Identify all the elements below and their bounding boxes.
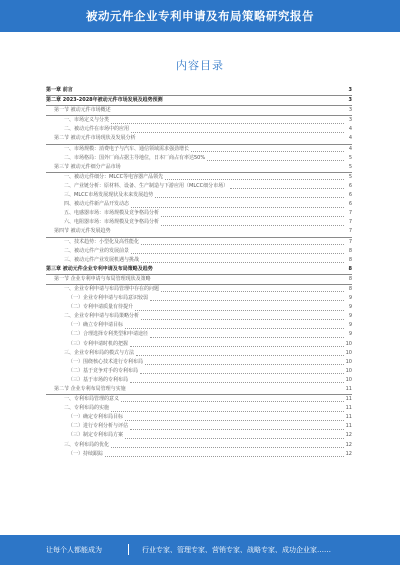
- table-of-contents: [46, 86, 352, 459]
- toc-leader: [121, 401, 344, 402]
- toc-entry[interactable]: [46, 86, 352, 96]
- toc-entry-title: 一、专利布局管理的意义: [64, 396, 120, 403]
- toc-entry-title: 一、企业专利申请与布局管理中存在的问题: [64, 285, 160, 292]
- toc-entry-page: 9: [348, 295, 352, 302]
- toc-entry-page: 11: [345, 414, 352, 421]
- toc-entry[interactable]: [46, 294, 352, 303]
- toc-entry[interactable]: [46, 265, 352, 275]
- header-bar: [0, 0, 400, 32]
- toc-entry[interactable]: [46, 321, 352, 330]
- toc-entry-title: （二）合理选择专利类型和申请途径: [68, 331, 149, 338]
- toc-leader: [111, 411, 344, 412]
- toc-entry-page: 8: [348, 256, 352, 263]
- toc-entry-title: 一、技术趋势：小型化及高性能化: [64, 238, 140, 245]
- toc-entry[interactable]: [46, 218, 352, 227]
- toc-entry-page: 4: [348, 135, 352, 142]
- toc-entry-title: （二）基于竞争对手的专利布局: [68, 367, 139, 374]
- toc-entry-title: 五、电感器市场：市场规模及竞争格局分析: [64, 210, 160, 217]
- toc-entry-page: 10: [345, 340, 352, 347]
- toc-entry[interactable]: [46, 96, 352, 106]
- toc-leader: [155, 197, 344, 198]
- toc-entry[interactable]: [46, 330, 352, 339]
- toc-entry-title: （一）企业专利申请与布局意识较弱: [68, 295, 149, 302]
- toc-entry-title: 第三章 被动元件企业专利申请及布局策略及趋势: [46, 265, 153, 272]
- toc-entry-page: 12: [345, 432, 352, 439]
- toc-leader: [141, 319, 344, 320]
- toc-entry-page: 12: [345, 450, 352, 457]
- document-title: 被动元件企业专利申请及布局策略研究报告: [86, 9, 314, 23]
- toc-entry-page: 7: [348, 228, 352, 235]
- toc-entry-title: （二）进行专利分析与评估: [68, 423, 129, 430]
- toc-leader: [165, 179, 344, 180]
- toc-entry[interactable]: [46, 441, 352, 450]
- toc-entry-title: 二、企业专利申请与布局策略分析: [64, 313, 140, 320]
- toc-entry-title: 二、被动元件产业的发展前景: [64, 247, 130, 254]
- toc-entry[interactable]: [46, 200, 352, 209]
- toc-entry[interactable]: [46, 349, 352, 358]
- toc-leader: [111, 447, 344, 448]
- toc-leader: [161, 216, 344, 217]
- toc-entry-page: 7: [348, 238, 352, 245]
- toc-entry[interactable]: [46, 285, 352, 294]
- toc-entry-page: 6: [348, 182, 352, 189]
- toc-leader: [150, 300, 344, 301]
- toc-leader: [111, 123, 344, 124]
- toc-entry[interactable]: [46, 182, 352, 191]
- toc-entry-title: 第三节 被动元件细分产品市场: [54, 163, 121, 170]
- toc-entry-title: （一）确立专利申请目标: [68, 322, 124, 329]
- toc-leader: [141, 262, 344, 263]
- toc-entry[interactable]: [46, 367, 352, 376]
- toc-entry-title: （一）持续跟踪: [68, 450, 104, 457]
- toc-leader: [131, 207, 344, 208]
- toc-entry-page: 7: [348, 219, 352, 226]
- toc-entry[interactable]: [46, 340, 352, 349]
- toc-entry-page: 6: [348, 201, 352, 208]
- toc-leader: [161, 225, 344, 226]
- toc-leader: [191, 151, 344, 152]
- toc-entry[interactable]: [46, 413, 352, 422]
- toc-entry-page: 10: [345, 358, 352, 365]
- toc-entry-title: （一）围绕核心技术进行专利布局: [68, 358, 144, 365]
- footer-divider: [128, 544, 129, 555]
- toc-entry-page: 4: [348, 126, 352, 133]
- toc-entry-title: 一、被动元件细分：MLCC等电容器产品领先: [64, 173, 164, 180]
- toc-entry-title: 第一节 被动元件市场概述: [54, 107, 111, 114]
- toc-entry-title: 一、市场规模：消费电子与汽车、通信领域需求强劲增长: [64, 145, 190, 152]
- toc-entry[interactable]: [46, 209, 352, 218]
- toc-entry-page: 8: [348, 265, 352, 272]
- footer-bar: [0, 535, 400, 565]
- toc-entry-page: 3: [348, 117, 352, 124]
- toc-leader: [125, 438, 344, 439]
- toc-entry-page: 5: [348, 163, 352, 170]
- toc-leader: [136, 355, 344, 356]
- toc-entry[interactable]: [46, 376, 352, 385]
- toc-entry[interactable]: [46, 303, 352, 312]
- toc-entry[interactable]: [46, 163, 352, 173]
- toc-entry-title: 三、被动元件产业发展机遇与挑战: [64, 256, 140, 263]
- toc-leader: [125, 420, 344, 421]
- toc-entry[interactable]: [46, 358, 352, 367]
- toc-leader: [135, 310, 344, 311]
- toc-entry-page: 12: [345, 441, 352, 448]
- toc-entry-title: （三）制定专利布局方案: [68, 432, 124, 439]
- toc-entry-title: （三）基于市场的专利布局: [68, 376, 129, 383]
- toc-entry-page: 11: [345, 396, 352, 403]
- toc-entry-title: 第四节 被动元件发展趋势: [54, 228, 111, 235]
- toc-entry-title: 三、企业专利布局的模式与方法: [64, 349, 135, 356]
- toc-entry-page: 8: [348, 247, 352, 254]
- footer-tagline: 行业专家、管理专家、营销专家、战略专家、成功企业家……: [142, 546, 331, 554]
- toc-entry-title: 二、产业链分析：原材料、设备、生产制造与下游应用（MLCC细分市场）: [64, 182, 229, 189]
- toc-entry-title: （一）确定专利布局目标: [68, 414, 124, 421]
- toc-entry[interactable]: [46, 191, 352, 200]
- toc-entry[interactable]: [46, 312, 352, 321]
- toc-entry-page: 10: [345, 376, 352, 383]
- toc-leader: [125, 328, 344, 329]
- toc-entry[interactable]: [46, 125, 352, 134]
- toc-leader: [130, 346, 344, 347]
- toc-entry-title: 第二节 企业专利布局管理与实施: [54, 386, 126, 392]
- toc-entry-title: 二、专利布局的实施: [64, 405, 110, 412]
- toc-entry-title: （三）专利申请时机的把握: [68, 340, 129, 347]
- toc-entry-page: 8: [348, 285, 352, 292]
- toc-entry[interactable]: [46, 247, 352, 256]
- toc-entry-page: 4: [348, 145, 352, 152]
- toc-entry-title: 三、MLCC市场发展现状及未来发展趋势: [64, 192, 154, 199]
- toc-leader: [140, 373, 344, 374]
- toc-entry-page: 6: [348, 192, 352, 199]
- toc-entry-title: （二）专利申请质量有待提升: [68, 304, 134, 311]
- toc-leader: [150, 337, 344, 338]
- footer-slogan: 让每个人都能成为: [46, 546, 102, 554]
- toc-entry-page: 5: [348, 173, 352, 180]
- toc-entry-title: 第一章 前言: [46, 87, 73, 93]
- toc-entry[interactable]: [46, 395, 352, 404]
- toc-entry-page: 10: [345, 367, 352, 374]
- toc-entry-title: 六、电阻器市场：市场规模及竞争格局分析: [64, 219, 160, 226]
- toc-entry-page: 8: [348, 275, 352, 282]
- toc-entry[interactable]: [46, 450, 352, 459]
- toc-entry-title: 二、市场格局：国外厂商占据主导地位，日本厂商占有率达50%: [64, 154, 206, 161]
- toc-entry-title: 第二章 2023-2028年被动元件市场发展及趋势预测: [46, 97, 163, 104]
- toc-entry[interactable]: [46, 385, 352, 395]
- toc-title: 内容目录: [176, 59, 224, 72]
- toc-entry-page: 9: [348, 304, 352, 311]
- toc-entry-title: 第二节 被动元件市场现状及发展分析: [54, 135, 136, 142]
- toc-entry-page: 3: [348, 87, 352, 93]
- toc-entry-page: 7: [348, 210, 352, 217]
- toc-entry-page: 3: [348, 97, 352, 104]
- toc-leader: [145, 364, 344, 365]
- toc-entry[interactable]: [46, 173, 352, 182]
- toc-leader: [130, 382, 344, 383]
- toc-entry[interactable]: [46, 145, 352, 154]
- toc-entry-page: 11: [345, 386, 352, 392]
- toc-entry-title: 二、被动元件在市场中的应用: [64, 126, 130, 133]
- toc-leader: [131, 253, 344, 254]
- toc-entry-title: 一、市场定义与分类: [64, 117, 110, 124]
- toc-entry[interactable]: [46, 256, 352, 265]
- toc-entry-page: 9: [348, 331, 352, 338]
- toc-entry-page: 9: [348, 313, 352, 320]
- toc-entry-page: 11: [345, 405, 352, 412]
- toc-entry[interactable]: [46, 431, 352, 440]
- toc-entry[interactable]: [46, 238, 352, 247]
- toc-leader: [131, 132, 344, 133]
- toc-entry[interactable]: [46, 227, 352, 237]
- toc-entry-page: 9: [348, 322, 352, 329]
- toc-entry[interactable]: [46, 106, 352, 116]
- toc-leader: [230, 188, 344, 189]
- toc-leader: [161, 291, 344, 292]
- toc-entry[interactable]: [46, 422, 352, 431]
- toc-entry[interactable]: [46, 275, 352, 285]
- toc-leader: [105, 456, 344, 457]
- toc-entry-page: 11: [345, 423, 352, 430]
- toc-entry-title: 四、被动元件新产品开发动态: [64, 201, 130, 208]
- toc-entry-title: 三、专利布局的优化: [64, 441, 110, 448]
- toc-leader: [207, 160, 344, 161]
- toc-entry-page: 3: [348, 107, 352, 114]
- toc-entry-page: 10: [345, 349, 352, 356]
- toc-entry-page: 5: [348, 154, 352, 161]
- toc-entry[interactable]: [46, 116, 352, 125]
- toc-entry-title: 第一节 企业专利申请与布局管理现状及策略: [54, 275, 151, 282]
- toc-leader: [130, 429, 344, 430]
- toc-entry[interactable]: [46, 404, 352, 413]
- toc-leader: [141, 244, 344, 245]
- toc-entry[interactable]: [46, 134, 352, 144]
- toc-entry[interactable]: [46, 154, 352, 163]
